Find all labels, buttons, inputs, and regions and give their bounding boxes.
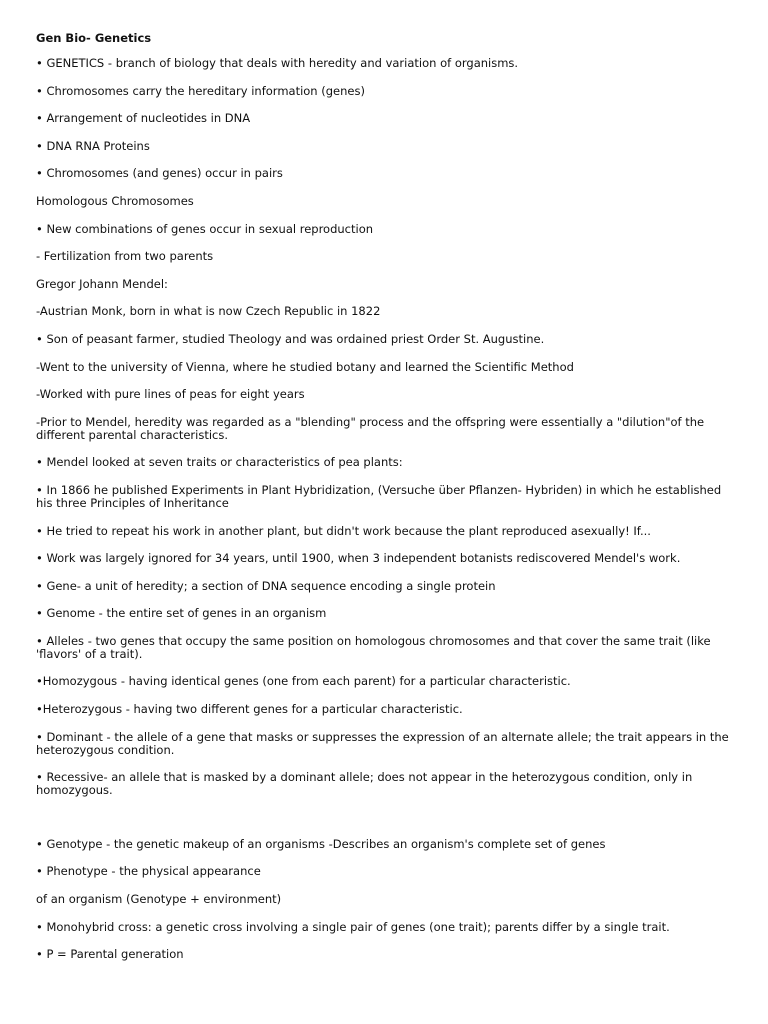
note-line: -Austrian Monk, born in what is now Czech Republic in 1822 [36,304,381,319]
note-line: • Mendel looked at seven traits or characteristics of pea plants: [36,455,403,470]
note-line: • Chromosomes (and genes) occur in pairs [36,166,283,181]
note-line: Gregor Johann Mendel: [36,276,168,291]
document-title: Gen Bio- Genetics [36,31,152,45]
note-line: • Phenotype - the physical appearance [36,864,261,879]
note-line: • He tried to repeat his work in another plant, but didn't work because the plant reproduced asexually! If... [36,523,651,538]
note-line: of an organism (Genotype + environment) [36,892,282,907]
note-line: -Prior to Mendel, heredity was regarded as a "blending" process and the offspring were essentially a "dilution"of the different parental characteristics. [36,414,705,442]
note-line: •Heterozygous - having two different genes for a particular characteristic. [36,702,463,717]
note-line: • Monohybrid cross: a genetic cross involving a single pair of genes (one trait); parents differ by a single trait. [36,919,670,934]
note-line: • Son of peasant farmer, studied Theology and was ordained priest Order St. Augustine. [36,331,545,346]
note-line: Homologous Chromosomes [36,193,194,208]
note-line: •Homozygous - having identical genes (one from each parent) for a particular characteristic. [36,674,571,689]
note-line: • Gene- a unit of heredity; a section of DNA sequence encoding a single protein [36,578,496,593]
note-line: • Alleles - two genes that occupy the same position on homologous chromosomes and that cover the same trait (like 'flavors' of a trait). [36,633,711,661]
note-line: • Chromosomes carry the hereditary information (genes) [36,83,365,98]
document-page [36,31,738,976]
note-line: • Recessive- an allele that is masked by a dominant allele; does not appear in the heterozygous condition, only in homozygous. [36,770,693,798]
note-line: • In 1866 he published Experiments in Plant Hybridization, (Versuche über Pflanzen- Hybriden) in which he established his three Principles of Inheritance [36,482,722,510]
note-line: • GENETICS - branch of biology that deals with heredity and variation of organisms. [36,56,519,70]
note-line: • DNA RNA Proteins [36,138,150,153]
note-line: • P = Parental generation [36,947,184,962]
note-line: -Went to the university of Vienna, where he studied botany and learned the Scientific Method [36,359,574,374]
note-line: • Genotype - the genetic makeup of an organisms -Describes an organism's complete set of genes [36,836,606,851]
section-spacer [36,812,738,838]
note-line: • Genome - the entire set of genes in an organism [36,606,327,621]
note-line: - Fertilization from two parents [36,249,214,264]
note-line: • Arrangement of nucleotides in DNA [36,111,251,126]
note-line: -Worked with pure lines of peas for eight years [36,387,305,402]
note-line: • Work was largely ignored for 34 years, until 1900, when 3 independent botanists rediscovered Mendel's work. [36,551,681,566]
note-line: • Dominant - the allele of a gene that masks or suppresses the expression of an alternate allele; the trait appears in the heterozygous condition. [36,729,729,757]
note-line: • New combinations of genes occur in sexual reproduction [36,221,374,236]
